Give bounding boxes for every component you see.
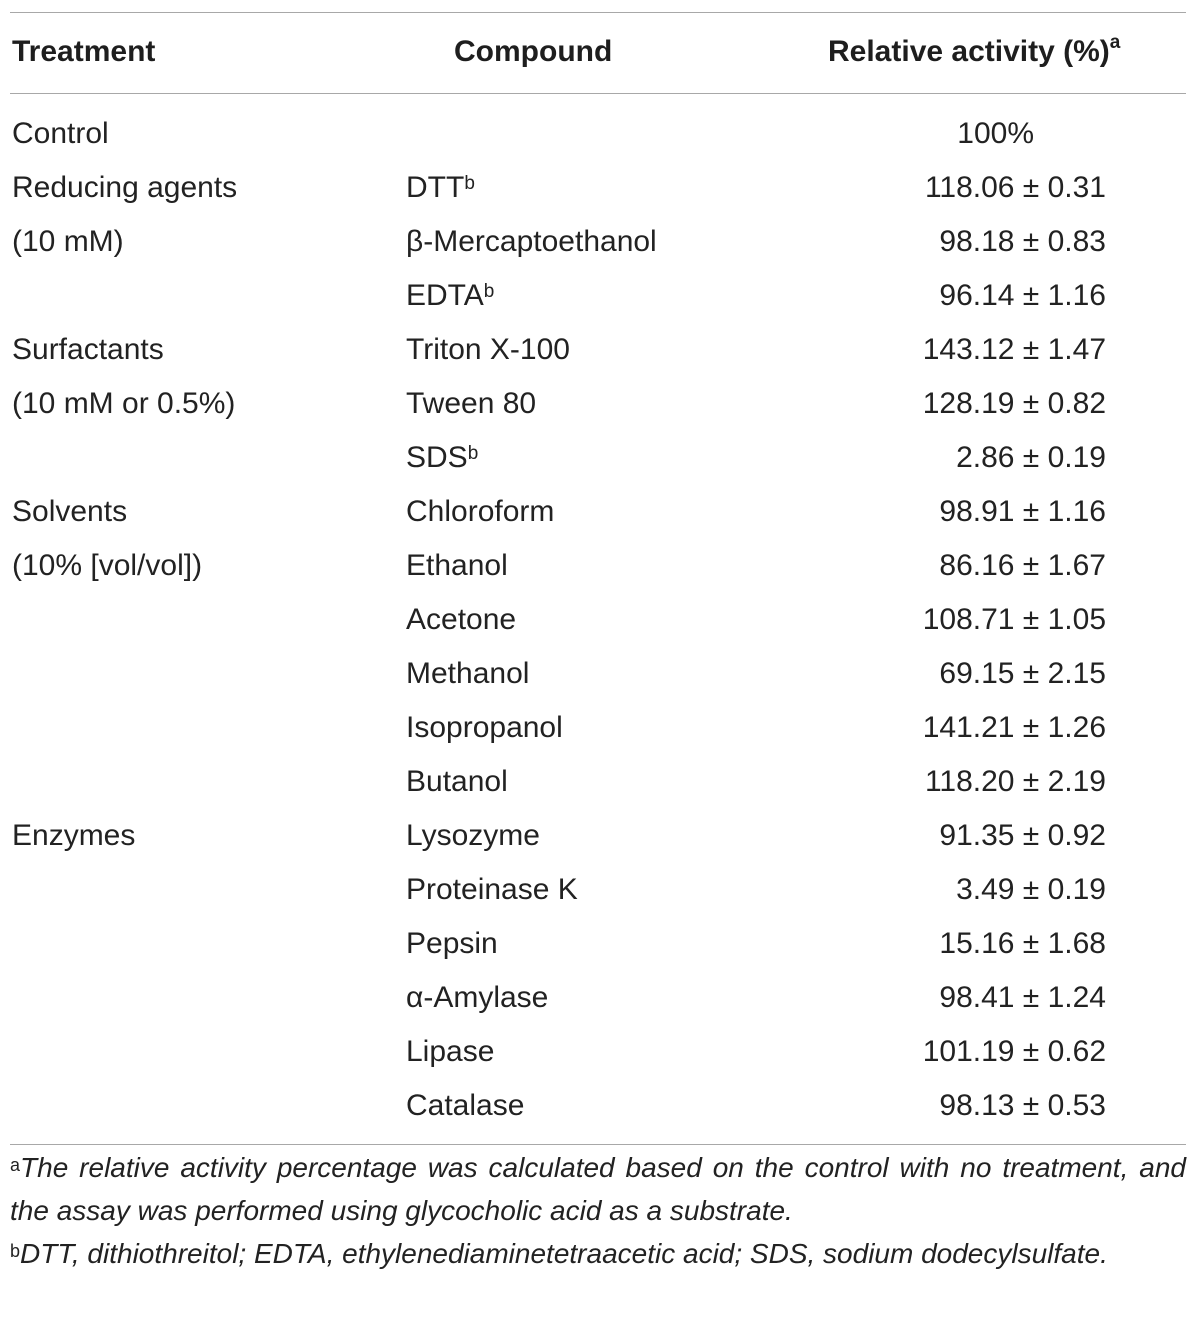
header-compound: Compound xyxy=(454,35,613,68)
table-row xyxy=(10,702,1186,756)
cell-compound xyxy=(406,278,494,314)
header-relative-activity xyxy=(828,32,1121,69)
footnote-a xyxy=(10,1146,1186,1232)
compound-name: Pepsin xyxy=(406,927,498,960)
cell-relative-activity: 118.06 ± 0.31 xyxy=(924,171,1106,204)
table-row xyxy=(10,972,1186,1026)
compound-footnote-marker: b xyxy=(483,281,495,302)
header-row xyxy=(10,13,1186,93)
cell-treatment: (10 mM) xyxy=(12,225,124,258)
table-row xyxy=(10,594,1186,648)
cell-compound xyxy=(406,440,478,476)
cell-relative-activity: 128.19 ± 0.82 xyxy=(922,387,1106,420)
cell-treatment: Solvents xyxy=(12,495,128,528)
table-row xyxy=(10,162,1186,216)
table-row xyxy=(10,648,1186,702)
compound-footnote-marker: b xyxy=(464,173,475,194)
cell-relative-activity: 101.19 ± 0.62 xyxy=(922,1035,1106,1068)
compound-name: Butanol xyxy=(406,765,508,798)
cell-compound xyxy=(406,656,529,692)
header-relative-activity-label: Relative activity (%) xyxy=(828,35,1110,68)
compound-name: DTT xyxy=(406,171,465,204)
cell-compound xyxy=(406,980,548,1016)
cell-compound xyxy=(406,332,570,368)
cell-compound xyxy=(406,818,540,854)
table-row xyxy=(10,1080,1186,1134)
cell-relative-activity: 69.15 ± 2.15 xyxy=(939,657,1106,690)
cell-compound xyxy=(406,602,516,638)
cell-relative-activity: 118.20 ± 2.19 xyxy=(924,765,1106,798)
compound-name: SDS xyxy=(406,441,468,474)
footnote-b xyxy=(10,1232,1186,1275)
compound-name: Lysozyme xyxy=(406,819,540,852)
cell-compound xyxy=(406,872,578,908)
cell-relative-activity: 100% xyxy=(957,117,1034,150)
compound-name: Catalase xyxy=(406,1089,525,1122)
compound-name: Triton X-100 xyxy=(406,333,570,366)
header-treatment: Treatment xyxy=(12,35,156,68)
cell-relative-activity: 98.91 ± 1.16 xyxy=(939,495,1106,528)
compound-name: Lipase xyxy=(406,1035,495,1068)
cell-compound xyxy=(406,710,563,746)
table-row xyxy=(10,270,1186,324)
cell-treatment: Reducing agents xyxy=(12,171,238,204)
table-row xyxy=(10,108,1186,162)
footnote-marker: a xyxy=(10,1155,21,1175)
compound-name: Tween 80 xyxy=(406,387,537,420)
footnote-text: The relative activity percentage was calculated based on the control with no treatment, and the assay was performed using glycocholic acid as a substrate. xyxy=(10,1152,1186,1226)
table-row xyxy=(10,432,1186,486)
cell-relative-activity: 15.16 ± 1.68 xyxy=(939,927,1106,960)
compound-name: EDTA xyxy=(406,279,484,312)
cell-compound xyxy=(406,386,536,422)
cell-relative-activity: 96.14 ± 1.16 xyxy=(939,279,1106,312)
cell-treatment: (10 mM or 0.5%) xyxy=(12,387,236,420)
cell-compound xyxy=(406,926,498,962)
compound-name: Isopropanol xyxy=(406,711,563,744)
cell-relative-activity: 98.41 ± 1.24 xyxy=(939,981,1106,1014)
footnotes xyxy=(10,1146,1186,1275)
compound-name: α-Amylase xyxy=(406,981,549,1014)
table-row xyxy=(10,918,1186,972)
cell-compound xyxy=(406,170,475,206)
cell-relative-activity: 98.18 ± 0.83 xyxy=(939,225,1106,258)
cell-compound xyxy=(406,1088,524,1124)
table-row xyxy=(10,864,1186,918)
table-row xyxy=(10,756,1186,810)
cell-relative-activity: 2.86 ± 0.19 xyxy=(956,441,1106,474)
table-body xyxy=(10,94,1186,1144)
footnote-marker: b xyxy=(10,1241,21,1261)
footnote-text: DTT, dithiothreitol; EDTA, ethylenediaminetetraacetic acid; SDS, sodium dodecylsulfate. xyxy=(20,1238,1108,1269)
table-row xyxy=(10,216,1186,270)
compound-name: Acetone xyxy=(406,603,517,636)
cell-treatment: Control xyxy=(12,117,109,150)
header-footnote-marker: a xyxy=(1109,32,1121,53)
table-row xyxy=(10,486,1186,540)
cell-relative-activity: 86.16 ± 1.67 xyxy=(939,549,1106,582)
table-row xyxy=(10,378,1186,432)
table-row xyxy=(10,1026,1186,1080)
compound-name: Ethanol xyxy=(406,549,508,582)
table-row xyxy=(10,810,1186,864)
cell-treatment: Enzymes xyxy=(12,819,136,852)
compound-name: Chloroform xyxy=(406,495,555,528)
cell-treatment: Surfactants xyxy=(12,333,164,366)
bottom-rule xyxy=(10,1144,1186,1145)
cell-relative-activity: 91.35 ± 0.92 xyxy=(939,819,1106,852)
compound-name: Proteinase K xyxy=(406,873,578,906)
table-row xyxy=(10,324,1186,378)
data-table xyxy=(10,12,1186,1145)
cell-compound xyxy=(406,224,657,260)
compound-footnote-marker: b xyxy=(467,443,479,464)
compound-name: β-Mercaptoethanol xyxy=(406,225,657,258)
cell-compound xyxy=(406,548,508,584)
table-row xyxy=(10,540,1186,594)
cell-relative-activity: 143.12 ± 1.47 xyxy=(922,333,1106,366)
cell-compound xyxy=(406,494,554,530)
cell-relative-activity: 108.71 ± 1.05 xyxy=(922,603,1106,636)
cell-treatment: (10% [vol/vol]) xyxy=(12,549,203,582)
cell-compound xyxy=(406,764,508,800)
cell-relative-activity: 3.49 ± 0.19 xyxy=(956,873,1106,906)
cell-relative-activity: 141.21 ± 1.26 xyxy=(922,711,1106,744)
cell-relative-activity: 98.13 ± 0.53 xyxy=(939,1089,1106,1122)
cell-compound xyxy=(406,1034,494,1070)
compound-name: Methanol xyxy=(406,657,530,690)
